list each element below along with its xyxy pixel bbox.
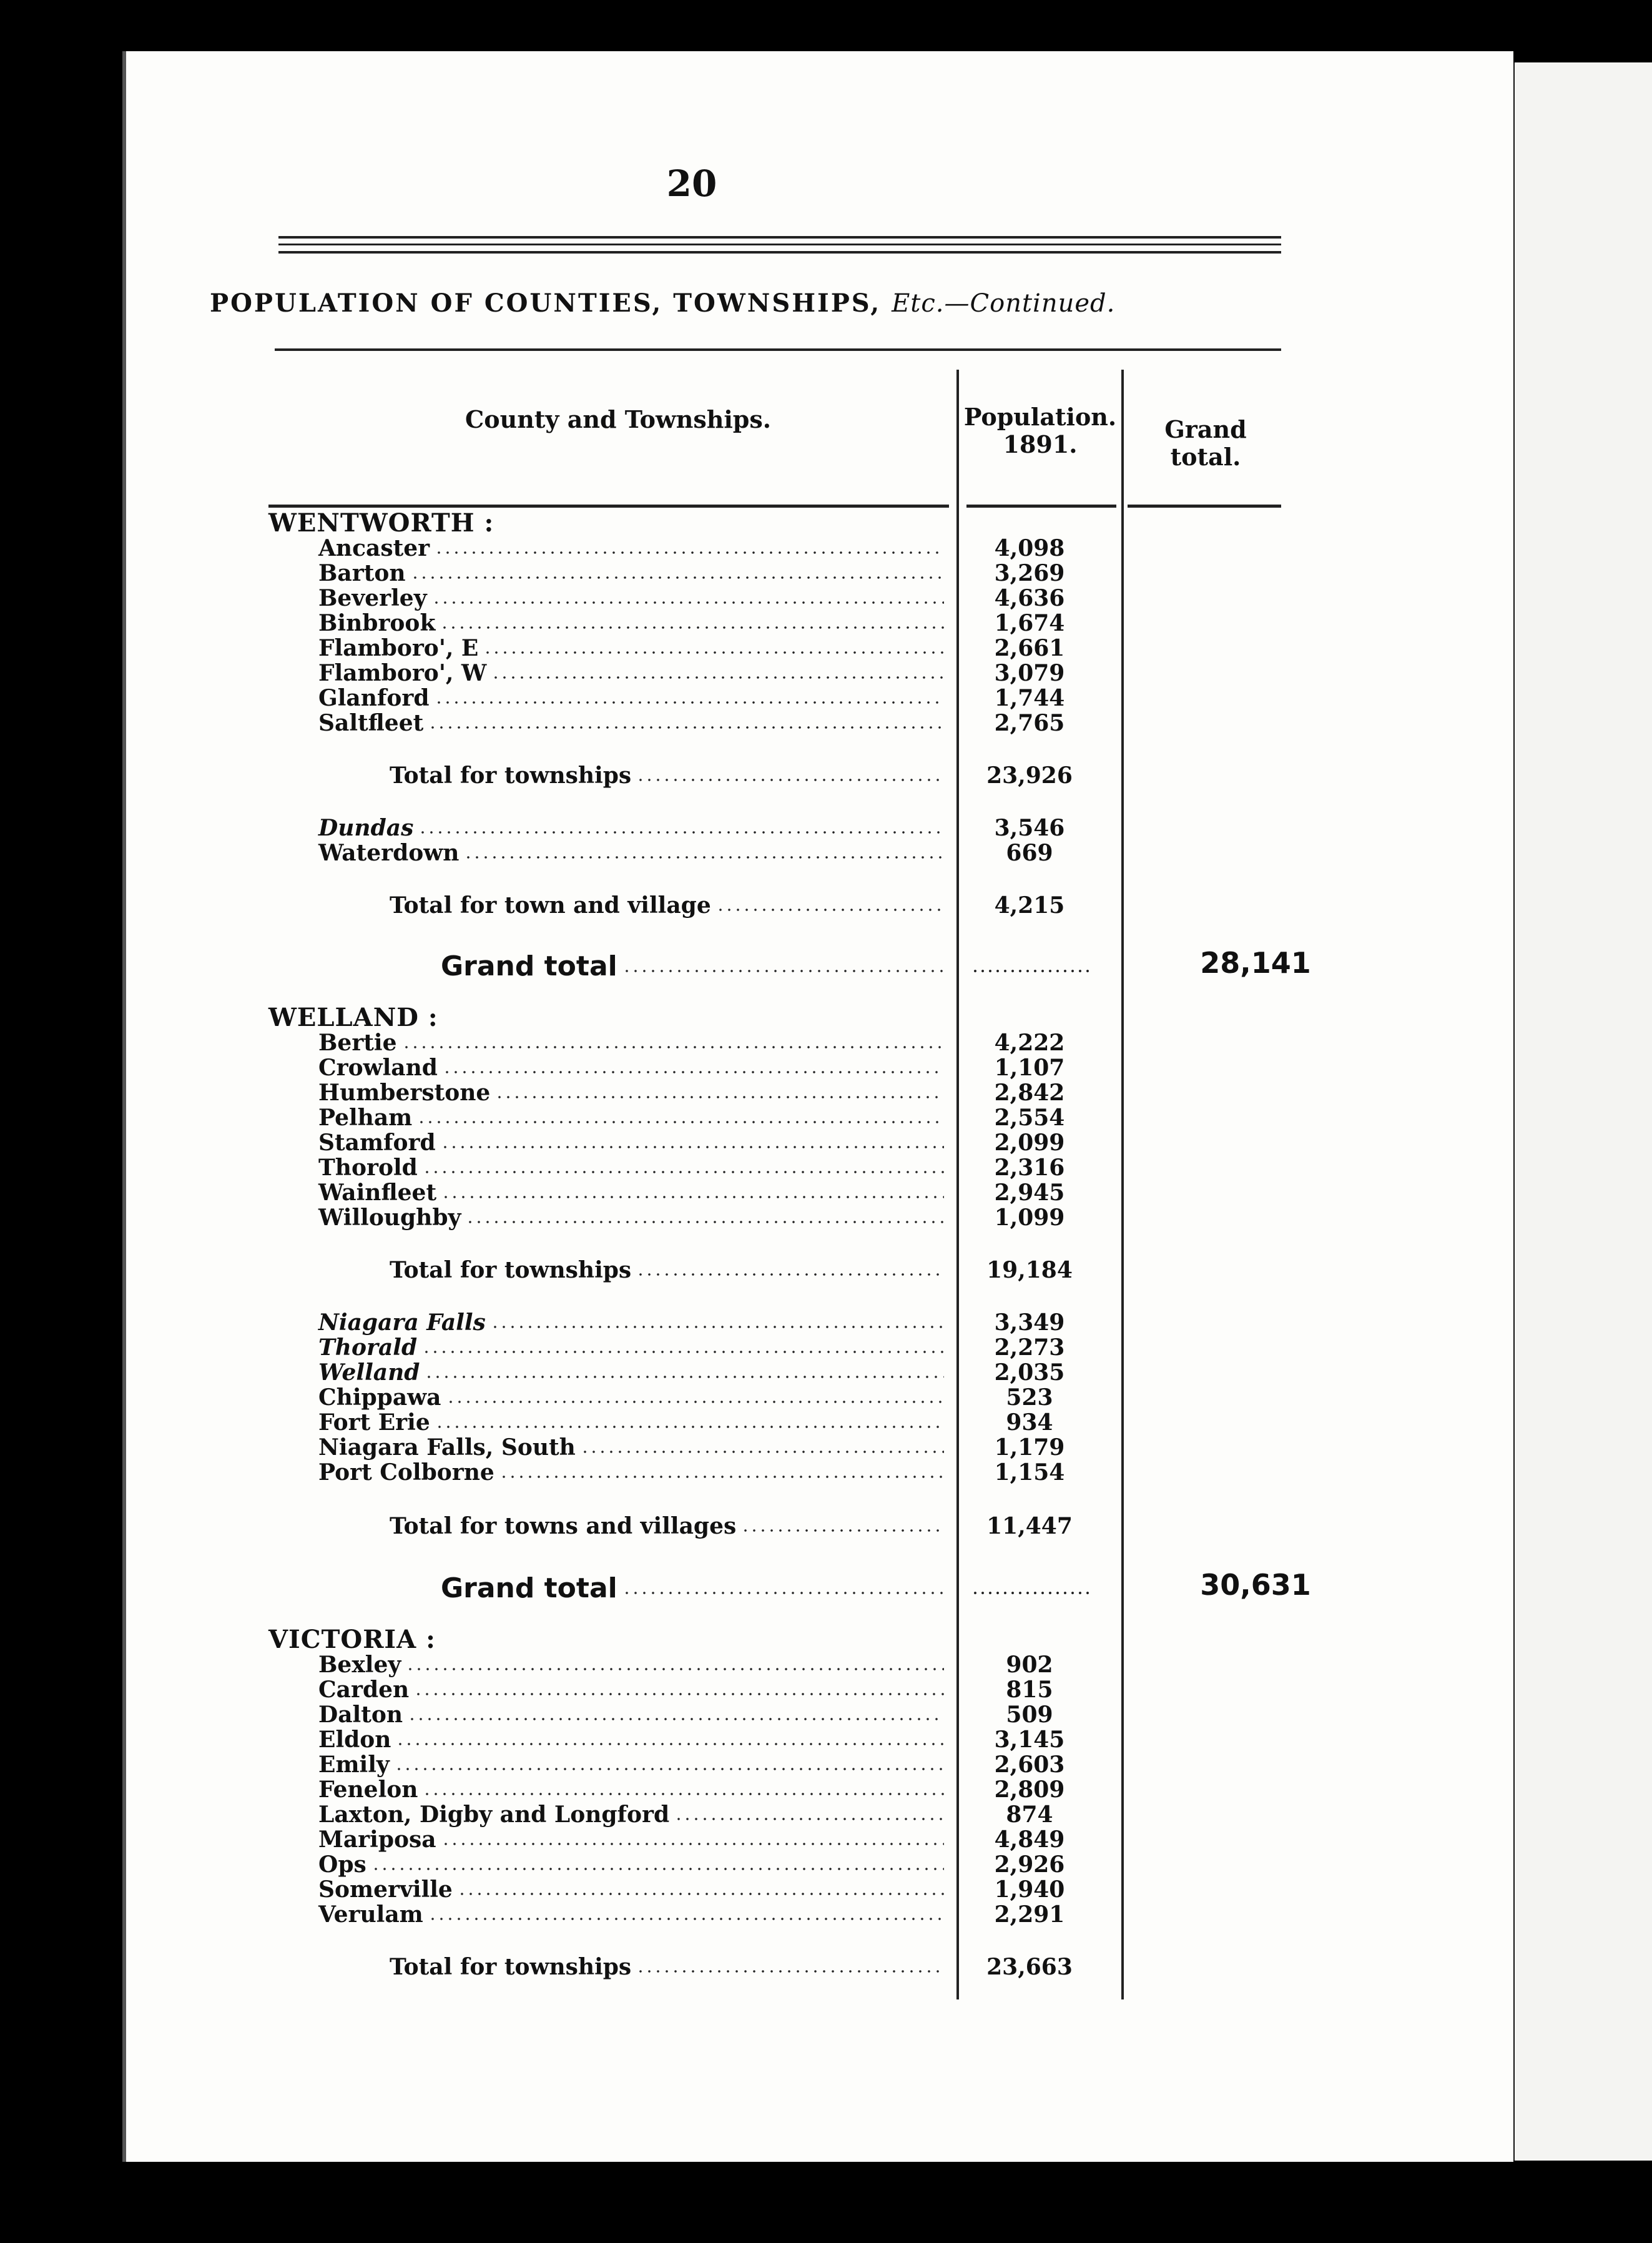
leader-dots [432, 601, 944, 604]
top-rule-3 [278, 251, 1281, 254]
population-value: 2,291 [994, 1901, 1065, 1928]
table-row [0, 1827, 1652, 1852]
row-label: Port Colborne [318, 1459, 494, 1486]
row-label: Ops [318, 1851, 366, 1878]
table-row [0, 1205, 1652, 1230]
leader-dots [402, 1045, 944, 1049]
table-row [0, 841, 1652, 865]
table-row [0, 1080, 1652, 1105]
table-row [0, 1877, 1652, 1902]
table-row [0, 1677, 1652, 1702]
population-value: 3,349 [994, 1309, 1065, 1336]
leader-dots [441, 1195, 944, 1199]
table-row [0, 1385, 1652, 1410]
row-label: Verulam [318, 1901, 423, 1928]
county-heading-row [0, 508, 1652, 538]
population-value: 874 [1006, 1802, 1053, 1828]
subtotal-value: 19,184 [986, 1257, 1073, 1283]
row-label: Bertie [318, 1030, 397, 1056]
population-value: 4,636 [994, 585, 1065, 611]
row-label: Grand total [441, 950, 617, 982]
row-label: Total for towns and villages [390, 1513, 737, 1539]
column-header-population [959, 403, 1121, 458]
row-label: Total for townships [390, 1954, 632, 1980]
county-name: VICTORIA : [268, 1625, 436, 1654]
leader-dots [428, 1917, 944, 1921]
table-row [0, 1055, 1652, 1080]
leader-dots [423, 1792, 944, 1796]
leader-dots [422, 1350, 944, 1354]
leader-dots [636, 1969, 944, 1973]
leader-dots [423, 1170, 944, 1174]
row-label: Total for townships [390, 1257, 632, 1283]
table-row [0, 1852, 1652, 1877]
subtotal-row [0, 1258, 1652, 1283]
leader-dots [483, 651, 944, 654]
header-bottom-rule-grand [1128, 505, 1281, 508]
leader-dots [435, 551, 944, 555]
row-label: Total for townships [390, 762, 632, 789]
population-value: 934 [1006, 1409, 1053, 1436]
table-row [0, 1130, 1652, 1155]
table-row [0, 1310, 1652, 1335]
population-value: 509 [1006, 1702, 1053, 1728]
row-label: Glanford [318, 685, 430, 711]
leader-dots [491, 676, 944, 679]
row-label: Willoughby [318, 1205, 461, 1231]
row-label: Ancaster [318, 535, 430, 561]
table-row [0, 1335, 1652, 1360]
row-label: Bexley [318, 1652, 401, 1678]
leader-dots [674, 1817, 944, 1821]
population-value: 2,099 [994, 1130, 1065, 1156]
population-value: 4,098 [994, 535, 1065, 561]
row-label: Niagara Falls [318, 1309, 486, 1336]
population-value: 1,674 [994, 610, 1065, 636]
row-label: Grand total [441, 1572, 617, 1604]
table-row [0, 1410, 1652, 1435]
leader-dots [408, 1717, 944, 1721]
population-value: 2,554 [994, 1105, 1065, 1131]
grand-total-value: 28,141 [1200, 946, 1311, 980]
table-row [0, 561, 1652, 586]
column-header-grand-total: Grand total. [1164, 415, 1247, 471]
leader-dots [396, 1742, 944, 1746]
leader-dots [441, 1842, 944, 1846]
subtotal-row [0, 1955, 1652, 1979]
population-leader-dots [971, 1591, 1090, 1595]
row-label: Pelham [318, 1105, 413, 1131]
title-main: POPULATION OF COUNTIES, TOWNSHIPS, [210, 288, 892, 318]
population-value: 1,107 [994, 1055, 1065, 1081]
row-label: Wainfleet [318, 1180, 437, 1206]
row-label: Niagara Falls, South [318, 1434, 576, 1461]
table-row [0, 1180, 1652, 1205]
population-value: 4,849 [994, 1826, 1065, 1853]
row-label: Beverley [318, 585, 427, 611]
leader-dots [395, 1767, 944, 1771]
leader-dots [636, 778, 944, 782]
table-row [0, 636, 1652, 661]
subtotal-value: 4,215 [994, 892, 1065, 919]
population-value: 2,809 [994, 1777, 1065, 1803]
county-heading-row [0, 1005, 1652, 1030]
leader-dots [441, 1145, 944, 1149]
leader-dots [406, 1667, 944, 1671]
leader-dots [425, 1375, 944, 1379]
row-label: Saltfleet [318, 710, 424, 736]
row-label: Thorold [318, 1155, 418, 1181]
row-label: Barton [318, 560, 406, 586]
row-label: Thorald [318, 1334, 418, 1361]
leader-dots [622, 1591, 944, 1595]
population-value: 1,744 [994, 685, 1065, 711]
population-value: 1,154 [994, 1459, 1065, 1486]
leader-dots [716, 908, 944, 912]
row-label: Waterdown [318, 840, 460, 866]
leader-dots [495, 1095, 944, 1099]
header-bottom-rule-population [966, 505, 1116, 508]
row-label: Fort Erie [318, 1409, 430, 1436]
table-row [0, 1155, 1652, 1180]
leader-dots [414, 1692, 944, 1696]
row-label: Stamford [318, 1130, 436, 1156]
population-value: 2,926 [994, 1851, 1065, 1878]
grand-total-row [0, 1568, 1652, 1604]
population-leader-dots [971, 969, 1090, 973]
grand-total-row [0, 946, 1652, 982]
leader-dots [464, 855, 944, 859]
grand-total-value: 30,631 [1200, 1568, 1311, 1602]
leader-dots [741, 1529, 944, 1532]
population-value: 902 [1006, 1652, 1053, 1678]
table-row [0, 1030, 1652, 1055]
table-row [0, 1727, 1652, 1752]
county-name: WELLAND : [268, 1003, 438, 1032]
subtotal-row [0, 763, 1652, 788]
table-row [0, 1460, 1652, 1485]
population-value: 1,099 [994, 1205, 1065, 1231]
population-value: 2,316 [994, 1155, 1065, 1181]
leader-dots [418, 831, 944, 834]
row-label: Chippawa [318, 1384, 441, 1411]
row-label: Somerville [318, 1876, 453, 1903]
population-value: 669 [1006, 840, 1053, 866]
page-number: 20 [666, 162, 717, 205]
leader-dots [458, 1892, 944, 1896]
table-row [0, 1702, 1652, 1727]
leader-dots [636, 1273, 944, 1276]
row-label: Mariposa [318, 1826, 436, 1853]
population-value: 2,603 [994, 1752, 1065, 1778]
row-label: Welland [318, 1359, 420, 1386]
leader-dots [435, 701, 944, 704]
subtotal-value: 23,663 [986, 1954, 1073, 1980]
population-value: 2,661 [994, 635, 1065, 661]
leader-dots [440, 626, 944, 629]
header-bottom-rule-county [268, 505, 949, 508]
row-label: Fenelon [318, 1777, 418, 1803]
table-row [0, 586, 1652, 611]
population-value: 2,765 [994, 710, 1065, 736]
leader-dots [446, 1400, 945, 1404]
table-row [0, 1752, 1652, 1777]
population-value: 3,145 [994, 1727, 1065, 1753]
table-row [0, 711, 1652, 736]
row-label: Flamboro', W [318, 660, 487, 686]
table-row [0, 1902, 1652, 1927]
leader-dots [411, 576, 944, 579]
leader-dots [491, 1325, 944, 1329]
table-row [0, 1360, 1652, 1385]
population-value: 3,079 [994, 660, 1065, 686]
column-header-county: County and Townships. [465, 405, 771, 433]
population-value: 2,945 [994, 1180, 1065, 1206]
header-top-rule [275, 348, 1281, 351]
table-row [0, 816, 1652, 841]
county-heading-row [0, 1627, 1652, 1652]
table-row [0, 1105, 1652, 1130]
leader-dots [622, 969, 944, 973]
table-title [210, 288, 1271, 318]
population-value: 4,222 [994, 1030, 1065, 1056]
leader-dots [435, 1425, 944, 1429]
table-row [0, 1777, 1652, 1802]
subtotal-value: 23,926 [986, 762, 1073, 789]
row-label: Laxton, Digby and Longford [318, 1802, 670, 1828]
top-rule-1 [278, 236, 1281, 239]
population-value: 1,179 [994, 1434, 1065, 1461]
table-row [0, 536, 1652, 561]
subtotal-row [0, 893, 1652, 918]
table-row [0, 1802, 1652, 1827]
leader-dots [417, 1120, 944, 1124]
leader-dots [581, 1450, 944, 1454]
row-label: Binbrook [318, 610, 436, 636]
population-value: 1,940 [994, 1876, 1065, 1903]
leader-dots [371, 1867, 944, 1871]
row-label: Flamboro', E [318, 635, 479, 661]
leader-dots [499, 1475, 944, 1479]
population-header-line2: 1891. [1003, 430, 1078, 458]
population-value: 2,035 [994, 1359, 1065, 1386]
top-rule-2 [278, 244, 1281, 245]
leader-dots [466, 1220, 944, 1224]
row-label: Dalton [318, 1702, 403, 1728]
title-continued: Etc.—Continued. [892, 289, 1116, 318]
population-value: 2,273 [994, 1334, 1065, 1361]
row-label: Crowland [318, 1055, 438, 1081]
population-value: 523 [1006, 1384, 1053, 1411]
row-label: Carden [318, 1677, 410, 1703]
population-value: 815 [1006, 1677, 1053, 1703]
row-label: Dundas [318, 815, 414, 841]
table-row [0, 1435, 1652, 1460]
population-value: 2,842 [994, 1080, 1065, 1106]
row-label: Emily [318, 1752, 390, 1778]
population-header-line1: Population. [963, 403, 1117, 431]
county-name: WENTWORTH : [268, 508, 494, 538]
leader-dots [443, 1070, 944, 1074]
subtotal-value: 11,447 [986, 1513, 1073, 1539]
subtotal-row [0, 1514, 1652, 1539]
table-row [0, 611, 1652, 636]
table-row [0, 1652, 1652, 1677]
row-label: Eldon [318, 1727, 391, 1753]
leader-dots [428, 726, 944, 729]
table-row [0, 661, 1652, 686]
population-value: 3,269 [994, 560, 1065, 586]
population-value: 3,546 [994, 815, 1065, 841]
table-row [0, 686, 1652, 711]
row-label: Humberstone [318, 1080, 491, 1106]
row-label: Total for town and village [390, 892, 711, 919]
